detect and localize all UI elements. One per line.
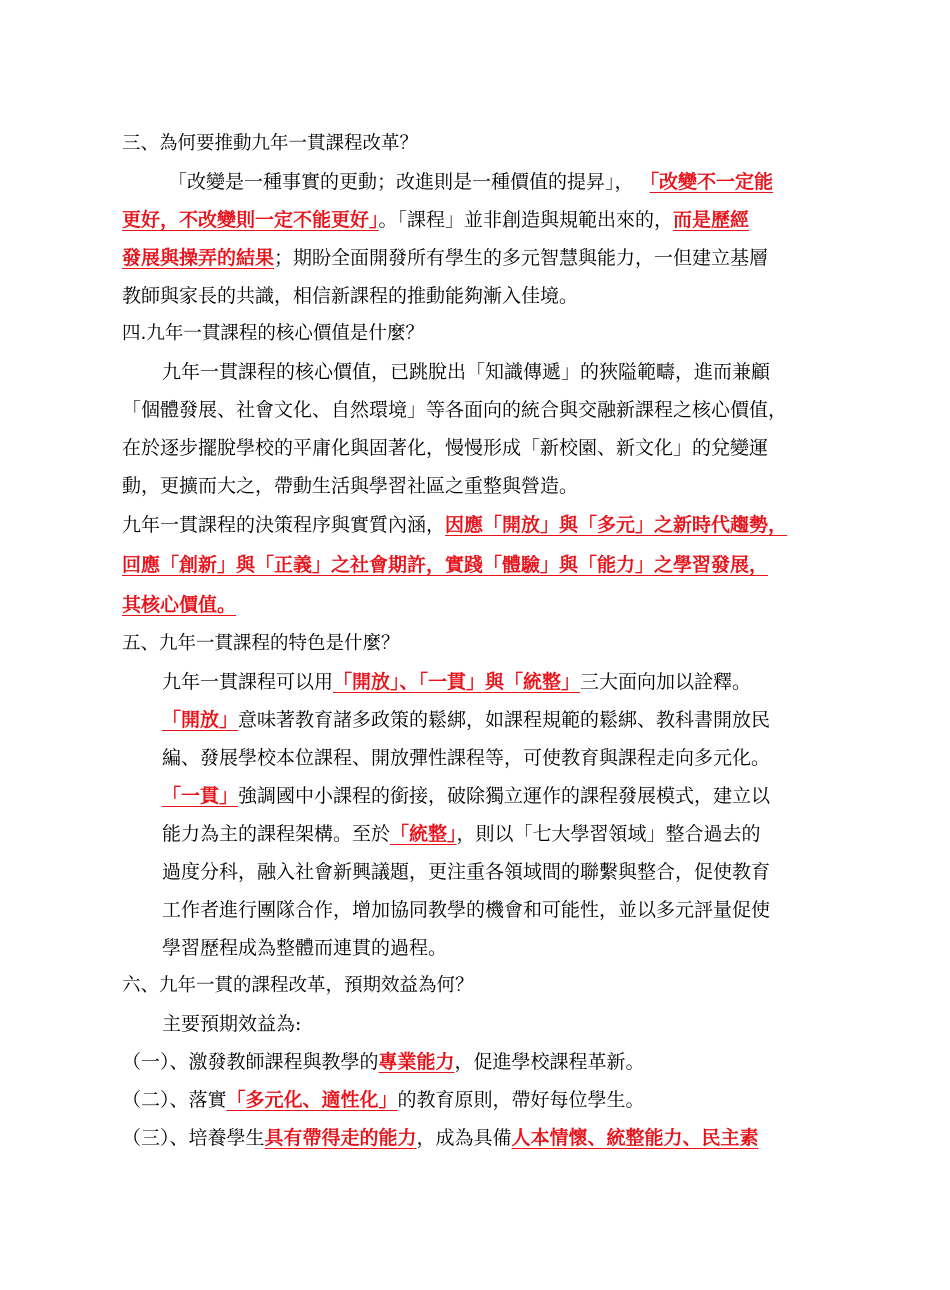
section-5-line-2 [122,701,832,739]
emphasis-text: 其核心價值。 [122,594,237,616]
emphasis-text: 「開放」 [162,709,239,731]
emphasis-text: 因應「開放」與「多元」之新時代趨勢， [445,514,788,536]
section-4-line-1: 九年一貫課程的核心價值，已跳脫出「知識傳遞」的狹隘範疇，進而兼顧 [162,361,771,383]
section-4-line-5 [122,505,832,545]
emphasis-text: 回應「創新」與「正義」之社會期許，實踐「體驗」與「能力」之學習發展， [122,554,769,576]
section-6-item-1 [122,1043,832,1081]
emphasis-text: 發展與操弄的結果 [122,247,275,269]
text-span: ，成為具備 [416,1127,512,1149]
section-5-line-5 [122,815,832,853]
section-3-line-3 [122,239,832,277]
text-span: ，則以「七大學習領域」整合過去的 [456,823,761,845]
emphasis-text: 「統整」 [390,823,457,845]
text-span: 三大面向加以詮釋。 [580,671,752,693]
text-span: （二）、落實 [122,1089,227,1111]
emphasis-text: 「開放」、「一貫」與「統整」 [333,671,581,693]
section-6-item-2 [122,1081,832,1119]
emphasis-text: 「一貫」 [162,785,239,807]
emphasis-text: 「多元化、適性化」 [226,1089,398,1111]
section-5-line-1 [122,663,832,701]
emphasis-text: 「改變不一定能 [649,171,774,193]
section-4-line-2: 「個體發展、社會文化、自然環境」等各面向的統合與交融新課程之核心價值， [122,399,788,421]
section-4-line-4: 動，更擴而大之，帶動生活與學習社區之重整與營造。 [122,475,579,497]
text-span: （一）、激發教師課程與教學的 [122,1051,379,1073]
section-5-line-3: 編、發展學校本位課程、開放彈性課程等，可使教育與課程走向多元化。 [162,747,771,769]
document-page [122,125,832,1157]
section-5-line-6: 過度分科，融入社會新興議題，更注重各領域間的聯繫與整合，促使教育 [162,861,771,883]
section-4-line-7 [122,585,832,625]
emphasis-text: 具有帶得走的能力 [264,1127,417,1149]
emphasis-text: 專業能力 [378,1051,455,1073]
section-3-heading: 三、為何要推動九年一貫課程改革？ [122,133,419,154]
text-span: ，促進學校課程革新。 [454,1051,645,1073]
section-5-heading: 五、九年一貫課程的特色是什麼？ [122,633,400,654]
section-4-heading: 四.九年一貫課程的核心價值是什麼？ [122,323,424,344]
text-span: （三）、培養學生 [122,1127,265,1149]
section-3-line-4: 教師與家長的共識，相信新課程的推動能夠漸入佳境。 [122,285,579,307]
section-4-line-6 [122,545,832,585]
section-6-heading: 六、九年一貫的課程改革，預期效益為何？ [122,975,474,996]
emphasis-text: 而是歷經 [673,209,750,231]
text-span: 的教育原則，帶好每位學生。 [397,1089,645,1111]
text-span: 能力為主的課程架構。至於 [162,823,391,845]
section-4-line-3: 在於逐步擺脫學校的平庸化與固著化，慢慢形成「新校園、新文化」的兌變運 [122,437,769,459]
text-span: 強調國中小課程的銜接，破除獨立運作的課程發展模式，建立以 [238,785,771,807]
text-span: 。「課程」並非創造與規範出來的， [378,209,674,231]
text-span: 「改變是一種事實的更動；改進則是一種價值的提昇」， [168,171,634,193]
text-span: 九年一貫課程可以用 [162,671,334,693]
section-3-line-2 [122,201,832,239]
text-span: ；期盼全面開發所有學生的多元智慧與能力，一但建立基層 [274,247,769,269]
section-5-line-7: 工作者進行團隊合作，增加協同教學的機會和可能性，並以多元評量促使 [162,899,771,921]
section-6-intro: 主要預期效益為: [162,1013,302,1035]
text-span: 意味著教育諸多政策的鬆綁，如課程規範的鬆綁、教科書開放民 [238,709,771,731]
emphasis-text: 人本情懷、統整能力、民主素 [511,1127,759,1149]
section-5-line-8: 學習歷程成為整體而連貫的過程。 [162,937,448,959]
emphasis-text: 更好，不改變則一定不能更好」 [122,209,379,231]
text-span: 九年一貫課程的決策程序與實質內涵， [122,514,446,536]
section-5-line-4 [122,777,832,815]
section-3-line-1 [122,163,832,201]
section-6-item-3 [122,1119,832,1157]
